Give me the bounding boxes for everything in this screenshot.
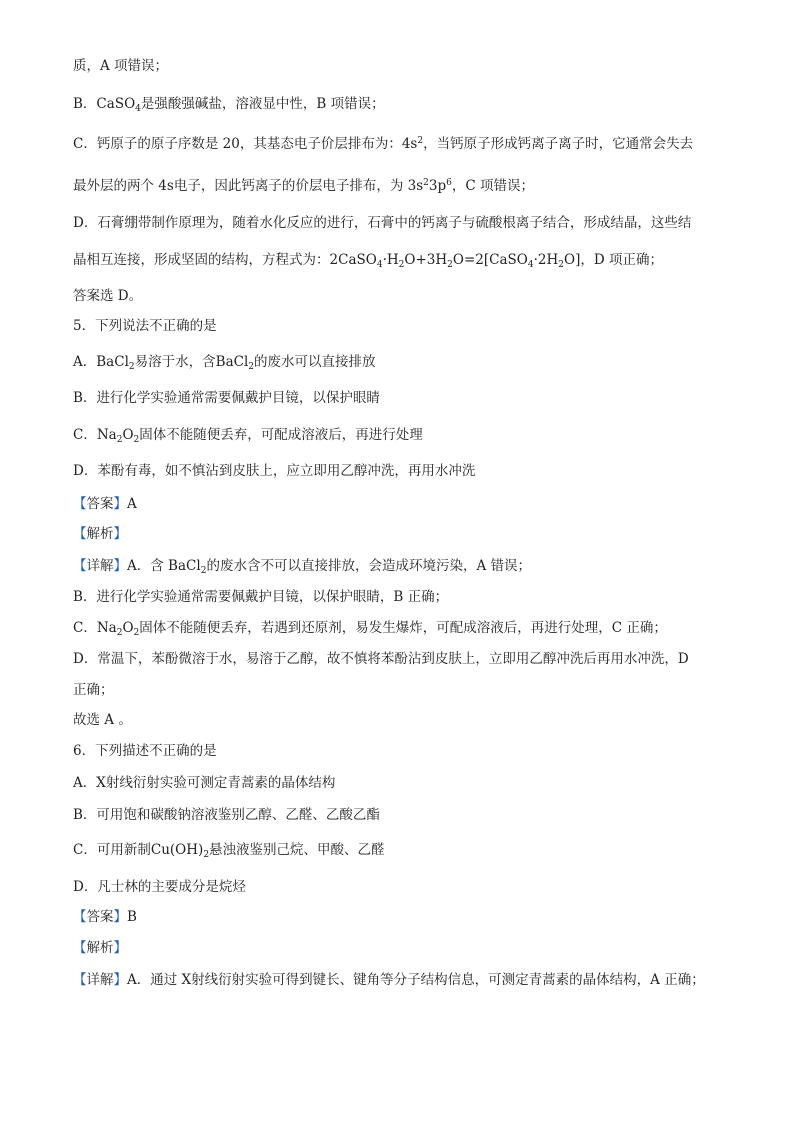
text-line-8: 5．下列说法不正确的是 [73,318,217,334]
text-line-20: 故选 A 。 [73,712,132,728]
text-line-23: B．可用饱和碳酸钠溶液鉴别乙醇、乙醛、乙酸乙酯 [73,807,380,823]
text-line-16: B．进行化学实验通常需要佩戴护目镜，以保护眼睛，B 正确； [73,589,449,605]
text-line-5: D．石膏绷带制作原理为，随着水化反应的进行，石膏中的钙离子与硫酸根离子结合，形成结晶，这些结 [73,215,692,231]
text-line-4: 最外层的两个 4s电子，因此钙离子的价层电子排布，为 $3s^23p^6$，C 项错误； [73,178,535,194]
text-line-24: C．可用新制$Cu(OH)_2$悬浊液鉴别己烷、甲酸、乙醛 [73,842,385,860]
text-line-3: C．钙原子的原子序数是 20，其基态电子价层排布为：$4s^2$，当钙原子形成钙离子离子时，它通常会失去 [73,136,694,152]
text-line-22: A．X射线衍射实验可测定青蒿素的晶体结构 [73,775,336,791]
text-line-19: 正确； [73,682,114,698]
text-line-13: 【答案】A [73,496,137,512]
text-line-6: 晶相互连接，形成坚固的结构，方程式为：$2CaSO_4\cdot H_2O+3H_2O=2[CaSO_4\cdot 2H_2O]$，D 项正确； [73,252,663,270]
text-line-15: 【详解】A．含 BaCl$_2$的废水含不可以直接排放，会造成环境污染，A 错误； [73,558,531,576]
text-line-27: 【解析】 [73,940,127,956]
text-line-21: 6．下列描述不正确的是 [73,743,217,759]
text-line-9: A．BaCl$_2$易溶于水，含BaCl$_2$的废水可以直接排放 [73,354,376,372]
text-line-12: D．苯酚有毒，如不慎沾到皮肤上，应立即用乙醇冲洗，再用水冲洗 [73,463,476,479]
text-line-10: B．进行化学实验通常需要佩戴护目镜，以保护眼睛 [73,390,380,406]
text-line-2: B．CaSO$_4$是强酸强碱盐，溶液显中性，B 项错误； [73,96,385,114]
text-line-11: C．$Na_2O_2$固体不能随便丢弃，可配成溶液后，再进行处理 [73,427,423,445]
text-line-25: D．凡士林的主要成分是烷烃 [73,879,246,895]
text-line-26: 【答案】B [73,909,137,925]
text-line-17: C．$Na_2O_2$固体不能随便丢弃，若遇到还原剂，易发生爆炸，可配成溶液后，再进行处理，C 正确； [73,620,667,638]
text-line-7: 答案选 D。 [73,288,143,304]
text-line-1: 质，A 项错误； [73,58,169,74]
text-line-18: D．常温下，苯酚微溶于水，易溶于乙醇，故不慎将苯酚沾到皮肤上，立即用乙醇冲洗后再用水冲洗，D [73,651,689,667]
text-line-14: 【解析】 [73,526,127,542]
text-line-28: 【详解】A．通过 X射线衍射实验可得到键长、键角等分子结构信息，可测定青蒿素的晶体结构，A 正确； [73,972,705,988]
